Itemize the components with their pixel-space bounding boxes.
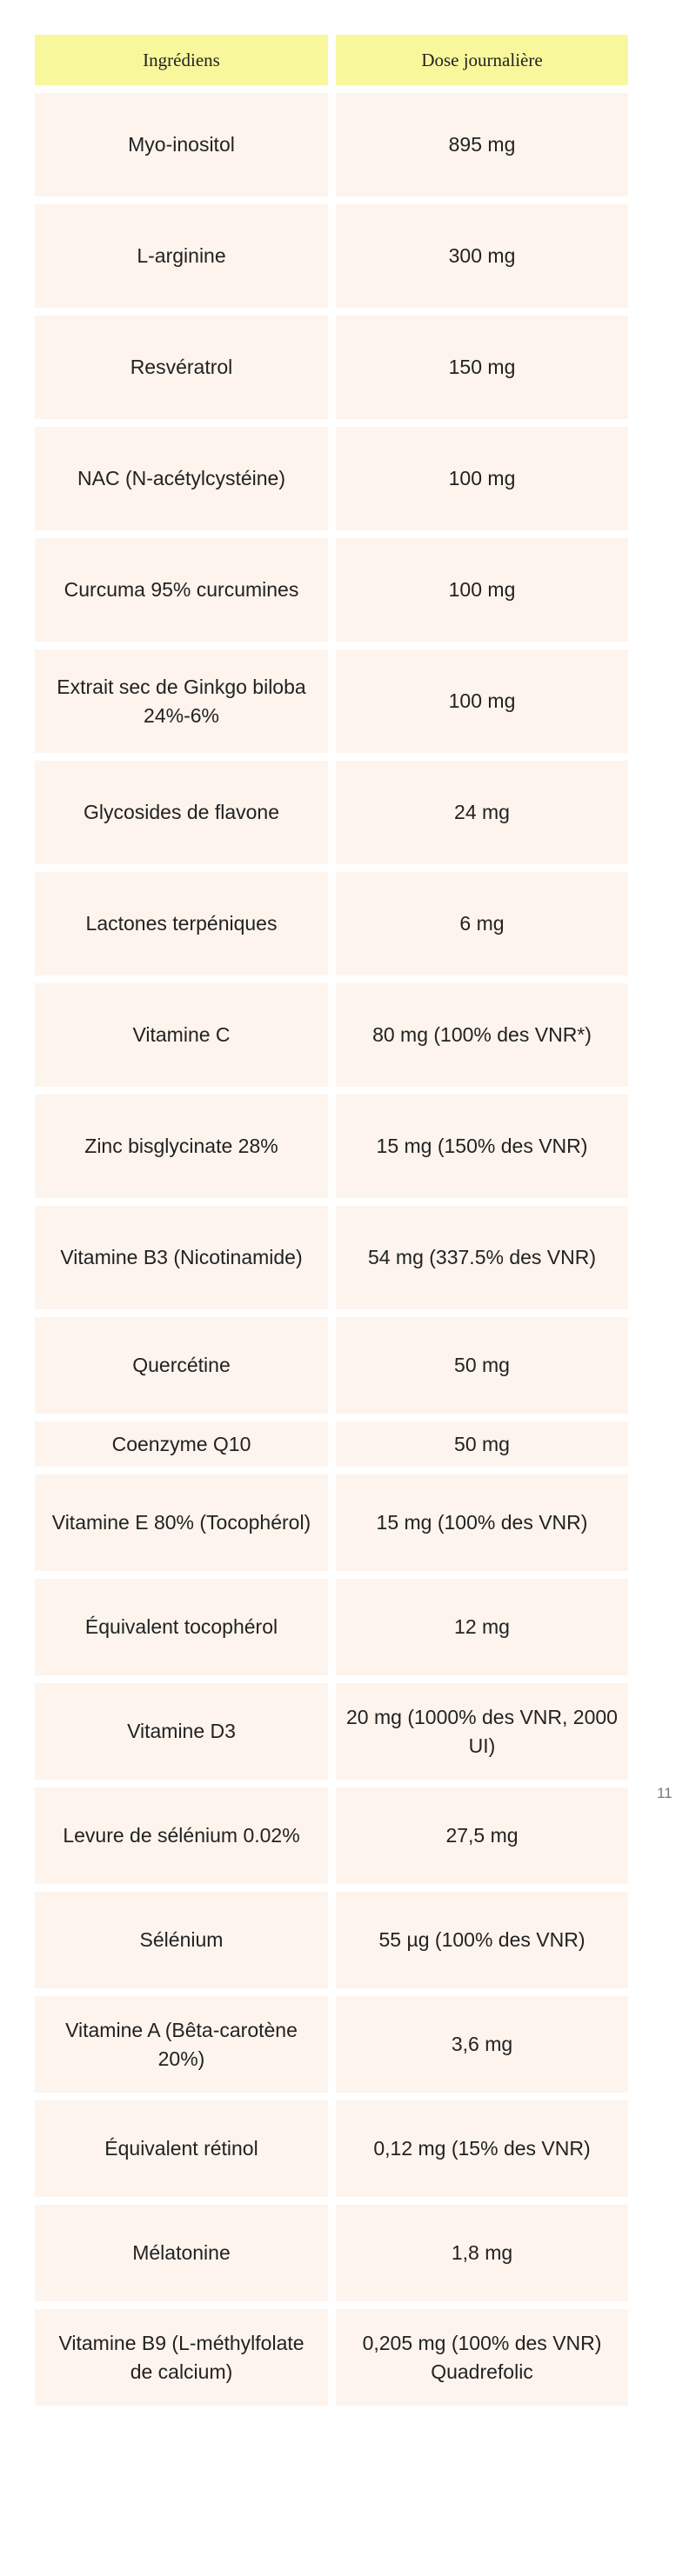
header-daily-dose: Dose journalière	[336, 35, 628, 85]
table-row	[35, 649, 628, 753]
dose-cell: 300 mg	[336, 204, 628, 308]
ingredient-cell: Vitamine E 80% (Tocophérol)	[35, 1474, 328, 1571]
dose-cell: 0,205 mg (100% des VNR) Quadrefolic	[336, 2309, 628, 2406]
table-row	[35, 1996, 628, 2093]
ingredient-cell: Coenzyme Q10	[35, 1421, 328, 1467]
dose-cell: 100 mg	[336, 538, 628, 642]
table-row	[35, 538, 628, 642]
table-row	[35, 316, 628, 419]
ingredient-cell: Myo-inositol	[35, 93, 328, 196]
table-row	[35, 872, 628, 975]
table-row	[35, 204, 628, 308]
dose-cell: 24 mg	[336, 761, 628, 864]
dose-cell: 12 mg	[336, 1579, 628, 1675]
dose-cell: 50 mg	[336, 1317, 628, 1414]
ingredient-cell: Quercétine	[35, 1317, 328, 1414]
ingredient-cell: Levure de sélénium 0.02%	[35, 1787, 328, 1884]
table-row	[35, 1095, 628, 1198]
table-row	[35, 1683, 628, 1780]
dose-cell: 50 mg	[336, 1421, 628, 1467]
table-row	[35, 1892, 628, 1988]
ingredient-cell: Vitamine C	[35, 983, 328, 1087]
ingredient-cell: Sélénium	[35, 1892, 328, 1988]
dose-cell: 80 mg (100% des VNR*)	[336, 983, 628, 1087]
table-header-row	[35, 35, 628, 85]
table-row	[35, 2309, 628, 2406]
page-number: 11	[657, 1785, 673, 1801]
dose-cell: 20 mg (1000% des VNR, 2000 UI)	[336, 1683, 628, 1780]
table-row	[35, 761, 628, 864]
dose-cell: 1,8 mg	[336, 2205, 628, 2301]
table-row	[35, 2100, 628, 2197]
ingredient-cell: Resvératrol	[35, 316, 328, 419]
dose-cell: 55 µg (100% des VNR)	[336, 1892, 628, 1988]
dose-cell: 27,5 mg	[336, 1787, 628, 1884]
dose-cell: 6 mg	[336, 872, 628, 975]
table-row	[35, 1579, 628, 1675]
dose-cell: 54 mg (337.5% des VNR)	[336, 1206, 628, 1309]
table-row	[35, 1317, 628, 1414]
dose-cell: 100 mg	[336, 427, 628, 530]
dose-cell: 150 mg	[336, 316, 628, 419]
dose-cell: 100 mg	[336, 649, 628, 753]
ingredient-cell: Vitamine D3	[35, 1683, 328, 1780]
table-body	[35, 93, 628, 2406]
ingredient-cell: Vitamine B9 (L-méthylfolate de calcium)	[35, 2309, 328, 2406]
ingredient-cell: Mélatonine	[35, 2205, 328, 2301]
ingredient-cell: Curcuma 95% curcumines	[35, 538, 328, 642]
table-row	[35, 93, 628, 196]
ingredient-cell: Zinc bisglycinate 28%	[35, 1095, 328, 1198]
table-row	[35, 983, 628, 1087]
ingredient-cell: Équivalent rétinol	[35, 2100, 328, 2197]
dose-cell: 15 mg (150% des VNR)	[336, 1095, 628, 1198]
table-row	[35, 427, 628, 530]
dose-cell: 15 mg (100% des VNR)	[336, 1474, 628, 1571]
dose-cell: 0,12 mg (15% des VNR)	[336, 2100, 628, 2197]
table-row	[35, 2205, 628, 2301]
ingredient-cell: L-arginine	[35, 204, 328, 308]
header-ingredients: Ingrédiens	[35, 35, 328, 85]
ingredient-cell: Vitamine B3 (Nicotinamide)	[35, 1206, 328, 1309]
table-row	[35, 1474, 628, 1571]
table-row	[35, 1206, 628, 1309]
ingredient-cell: Extrait sec de Ginkgo biloba 24%-6%	[35, 649, 328, 753]
dose-cell: 895 mg	[336, 93, 628, 196]
ingredient-cell: Vitamine A (Bêta-carotène 20%)	[35, 1996, 328, 2093]
dose-cell: 3,6 mg	[336, 1996, 628, 2093]
table-row	[35, 1421, 628, 1467]
ingredients-table	[35, 35, 628, 2413]
ingredient-cell: NAC (N-acétylcystéine)	[35, 427, 328, 530]
ingredient-cell: Équivalent tocophérol	[35, 1579, 328, 1675]
ingredient-cell: Glycosides de flavone	[35, 761, 328, 864]
ingredient-cell: Lactones terpéniques	[35, 872, 328, 975]
table-row	[35, 1787, 628, 1884]
